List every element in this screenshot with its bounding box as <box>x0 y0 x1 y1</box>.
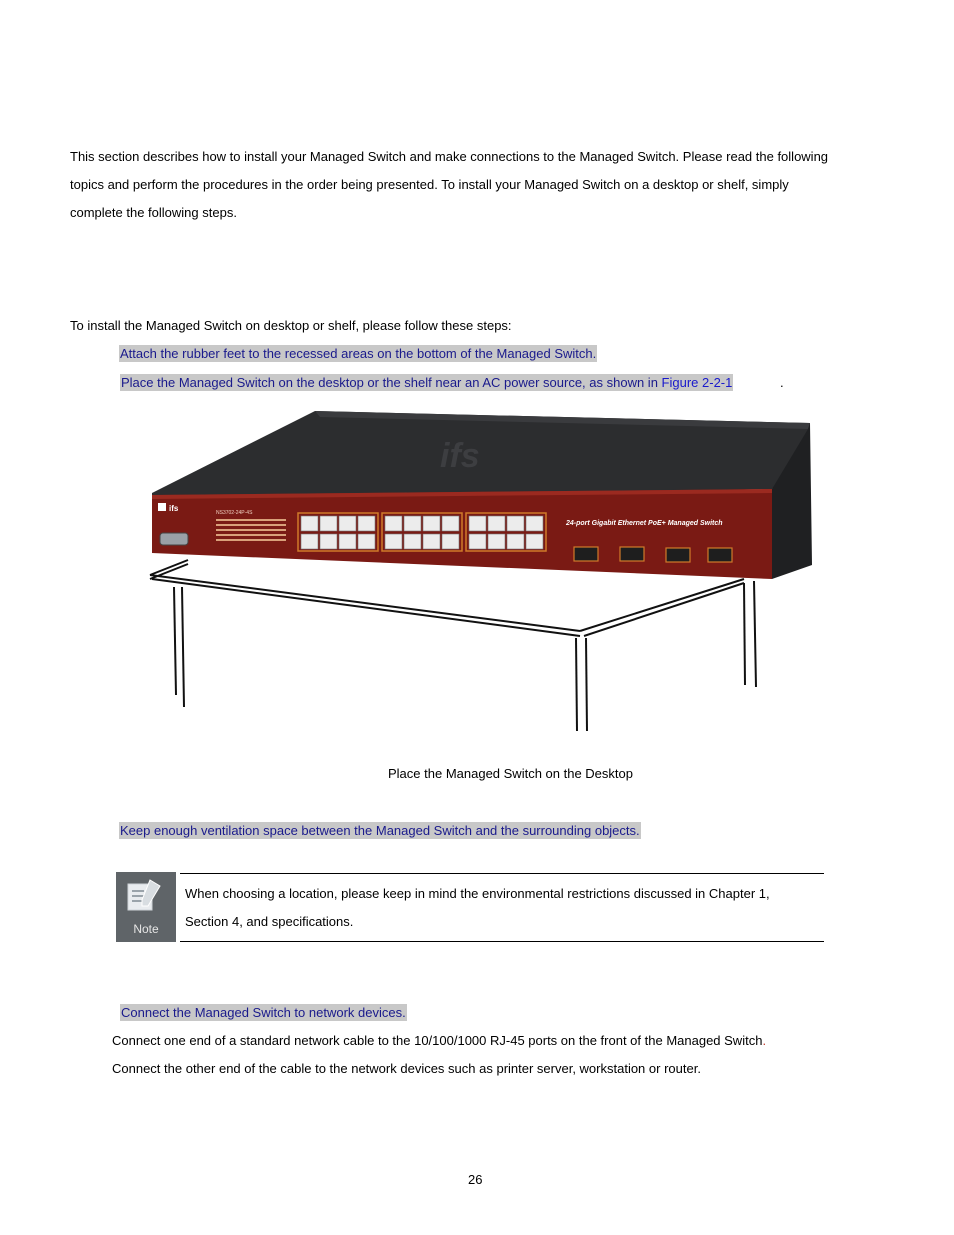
step-2-text: Place the Managed Switch on the desktop or the shelf near an AC power source, as shown in <box>121 375 662 390</box>
intro-line-2: topics and perform the procedures in the order being presented. To install your Managed Switch on a desktop or shelf, simply <box>70 177 789 192</box>
intro-line-1: This section describes how to install your Managed Switch and make connections to the Managed Switch. Please read the following <box>70 149 829 164</box>
step-3: Keep enough ventilation space between the Managed Switch and the surrounding objects. <box>120 823 640 838</box>
note-line-2: Section 4, and specifications. <box>185 914 354 929</box>
note-pencil-icon <box>116 872 176 922</box>
note-top-rule <box>180 873 824 874</box>
brand-logo: ifs <box>169 504 179 513</box>
step-4: Connect the Managed Switch to network devices. <box>121 1005 406 1020</box>
intro-line-3: complete the following steps. <box>70 205 237 220</box>
step-2 <box>120 374 733 391</box>
note-line-1: When choosing a location, please keep in mind the environmental restrictions discussed in Chapter 1, <box>185 886 770 901</box>
connect-sub-1 <box>112 1032 766 1049</box>
connect-sub-2: Connect the other end of the cable to the network devices such as printer server, workstation or router. <box>112 1061 701 1076</box>
note-bottom-rule <box>180 941 824 942</box>
brand-logo-icon <box>158 503 166 511</box>
top-logo: ifs <box>440 437 480 475</box>
switch-on-desk-figure <box>140 405 820 740</box>
console-port <box>160 533 188 545</box>
intro-paragraph <box>70 143 900 227</box>
page-number: 26 <box>468 1172 483 1187</box>
step-1: Attach the rubber feet to the recessed areas on the bottom of the Managed Switch. <box>120 346 597 361</box>
figure-caption: Place the Managed Switch on the Desktop <box>388 766 633 781</box>
model-label: NS3702-24P-4S <box>216 510 253 516</box>
step-2-end: . <box>780 375 784 390</box>
connect-sub-1-end: . <box>762 1033 767 1048</box>
desktop-lead: To install the Managed Switch on desktop or shelf, please follow these steps: <box>70 318 512 333</box>
product-name: 24-port Gigabit Ethernet PoE+ Managed Switch <box>566 520 723 527</box>
note-icon <box>116 872 176 942</box>
figure-link[interactable]: Figure 2-2-1 <box>661 375 733 390</box>
note-label: Note <box>133 922 159 936</box>
desk <box>150 560 756 731</box>
connect-sub-1-text: Connect one end of a standard network cable to the 10/100/1000 RJ-45 ports on the front of the Managed Switch <box>112 1033 763 1048</box>
